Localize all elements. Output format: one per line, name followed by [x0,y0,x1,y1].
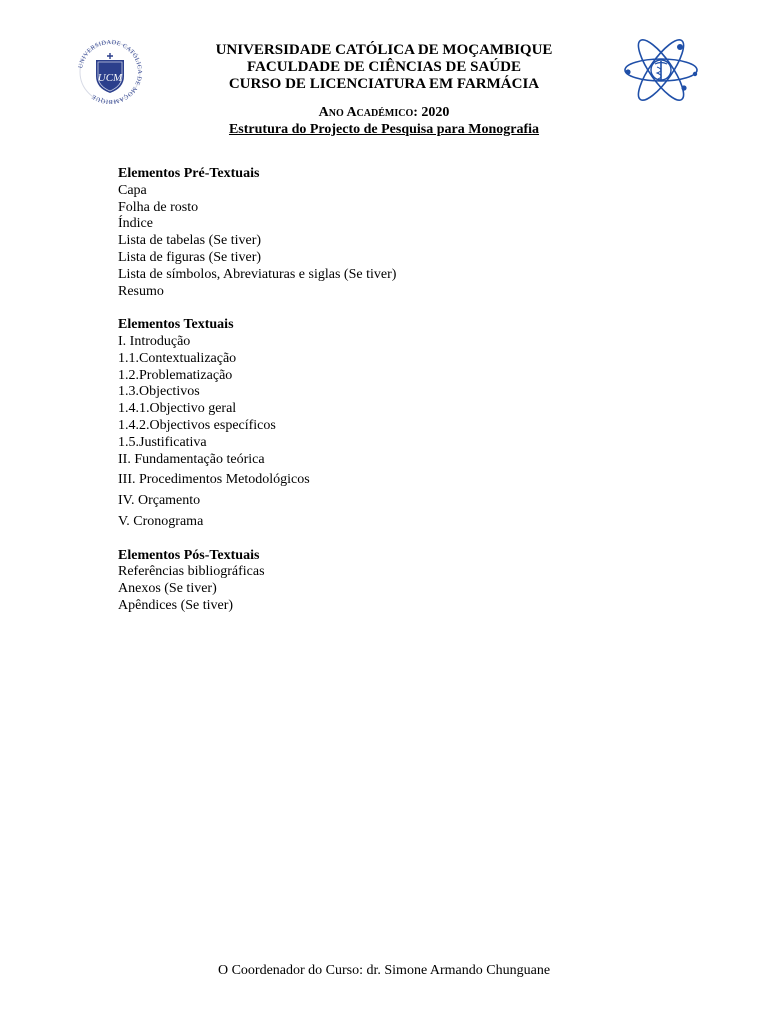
section-title: Elementos Pós-Textuais [118,547,260,563]
list-item: IV. Orçamento [118,493,201,509]
academic-year-label: Ano Académico: [318,105,418,120]
list-item: III. Procedimentos Metodológicos [118,472,310,488]
section-textual [118,317,396,531]
section-pre-textual [118,166,396,300]
structure-content [118,166,396,615]
list-item: II. Fundamentação teórica [118,451,265,467]
list-item: 1.4.1.Objectivo geral [118,401,237,417]
academic-year-value: 2020 [421,105,450,120]
list-item: 1.1.Contextualização [118,350,237,366]
list-item: Lista de símbolos, Abreviaturas e siglas (Se tiver) [118,266,397,282]
ucm-monogram: UCM [97,72,123,84]
list-item: Apêndices (Se tiver) [118,597,234,613]
ucm-logo [72,38,148,104]
list-item: Lista de figuras (Se tiver) [118,249,262,265]
academic-year [150,104,618,121]
list-item: Anexos (Se tiver) [118,581,217,597]
list-item: I. Introdução [118,333,191,349]
institution-header [150,42,618,93]
course-name: CURSO DE LICENCIATURA EM FARMÁCIA [228,76,540,92]
list-item: V. Cronograma [118,513,204,529]
university-name: UNIVERSIDADE CATÓLICA DE MOÇAMBIQUE [215,42,553,58]
list-item: Lista de tabelas (Se tiver) [118,233,262,249]
list-item: 1.3.Objectivos [118,384,200,400]
list-item: 1.2.Problematização [118,367,233,383]
list-item: 1.5.Justificativa [118,434,207,450]
list-item: Folha de rosto [118,199,199,215]
list-item: Capa [118,182,147,198]
section-title: Elementos Pré-Textuais [118,166,260,181]
section-title: Elementos Textuais [118,317,234,333]
ucm-ring-text: UNIVERSIDADE CATÓLICA DE MOÇAMBIQUE [77,38,144,104]
list-item: Referências bibliográficas [118,564,265,580]
faculty-atom-logo [620,38,702,102]
document-title-text: Estrutura do Projecto de Pesquisa para Monografia [228,122,540,137]
section-post-textual [118,548,396,615]
faculty-name: FACULDADE DE CIÊNCIAS DE SAÚDE [247,59,521,75]
list-item: Índice [118,216,153,232]
document-title [150,121,618,138]
list-item: Resumo [118,283,164,299]
list-item: 1.4.2.Objectivos específicos [118,417,276,433]
coordinator-signature-line: O Coordenador do Curso: dr. Simone Armando Chunguane [217,963,551,978]
